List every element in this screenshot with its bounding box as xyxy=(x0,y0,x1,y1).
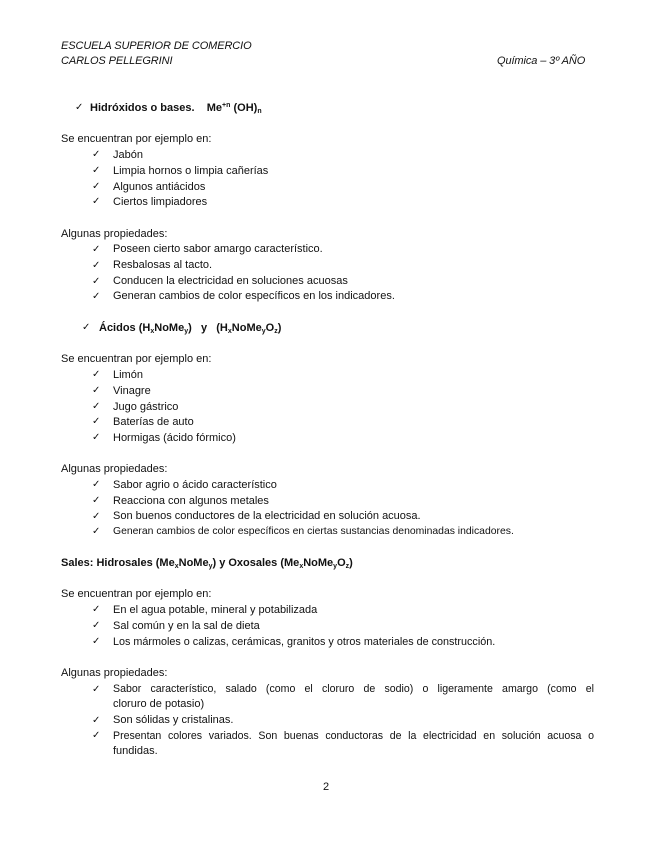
check-icon: ✓ xyxy=(92,291,101,302)
salts-examples-intro: Se encuentran por ejemplo en: xyxy=(61,588,212,600)
check-icon: ✓ xyxy=(92,416,101,427)
check-icon: ✓ xyxy=(92,526,101,537)
list-item: Jugo gástrico xyxy=(113,401,179,413)
list-item: Conducen la electricidad en soluciones acuosas xyxy=(113,275,348,287)
check-icon: ✓ xyxy=(92,244,101,255)
salts-heading: Sales: Hidrosales $(Me_xNoMe_y)$ y Oxosales $(Me_xNoMe_yO_z)$ xyxy=(61,557,353,570)
check-icon: ✓ xyxy=(92,260,101,271)
list-item: Son buenos conductores de la electricidad en solución acuosa. xyxy=(113,510,421,522)
list-item: Hormigas (ácido fórmico) xyxy=(113,432,236,444)
acids-properties-intro: Algunas propiedades: xyxy=(61,463,168,475)
list-item: Resbalosas al tacto. xyxy=(113,259,213,271)
check-icon: ✓ xyxy=(92,730,101,741)
acids-heading: Ácidos $(H_xNoMe_y)$ y $(H_xNoMe_yO_z)$ xyxy=(99,322,282,335)
list-item-continuation: cloruro de potasio) xyxy=(113,698,205,710)
list-item: Sabor característico, salado (como el cloruro de sodio) o ligeramente amargo (como el xyxy=(113,683,594,695)
check-icon: ✓ xyxy=(92,495,101,506)
list-item: Algunos antiácidos xyxy=(113,181,206,193)
list-item: Ciertos limpiadores xyxy=(113,196,208,208)
check-icon: ✓ xyxy=(82,322,91,333)
check-icon: ✓ xyxy=(92,511,101,522)
hydroxides-properties-intro: Algunas propiedades: xyxy=(61,228,168,240)
check-icon: ✓ xyxy=(92,196,101,207)
list-item: Los mármoles o calizas, cerámicas, granitos y otros materiales de construcción. xyxy=(113,636,496,648)
check-icon: ✓ xyxy=(75,102,84,113)
list-item: Sal común y en la sal de dieta xyxy=(113,620,260,632)
list-item: Presentan colores variados. Son buenas conductoras de la electricidad en solución acuosa o xyxy=(113,730,594,742)
check-icon: ✓ xyxy=(92,369,101,380)
check-icon: ✓ xyxy=(92,604,101,615)
check-icon: ✓ xyxy=(92,715,101,726)
acids-examples-intro: Se encuentran por ejemplo en: xyxy=(61,353,212,365)
list-item: Sabor agrio o ácido característico xyxy=(113,479,277,491)
check-icon: ✓ xyxy=(92,684,101,695)
check-icon: ✓ xyxy=(92,165,101,176)
list-item: Generan cambios de color específicos en los indicadores. xyxy=(113,290,395,302)
list-item: Limpia hornos o limpia cañerías xyxy=(113,165,269,177)
salts-properties-intro: Algunas propiedades: xyxy=(61,667,168,679)
check-icon: ✓ xyxy=(92,149,101,160)
page-number: 2 xyxy=(323,781,330,793)
list-item: Poseen cierto sabor amargo característico. xyxy=(113,243,323,255)
hydroxides-heading: Hidróxidos o bases. $Me^{+n}$ $(OH)_n$ xyxy=(90,102,262,115)
subject-label: Química – 3º AÑO xyxy=(497,55,586,67)
check-icon: ✓ xyxy=(92,620,101,631)
check-icon: ✓ xyxy=(92,385,101,396)
list-item: Vinagre xyxy=(113,385,151,397)
list-item: Generan cambios de color específicos en ciertas sustancias denominadas indicadores. xyxy=(113,526,514,537)
check-icon: ✓ xyxy=(92,401,101,412)
check-icon: ✓ xyxy=(92,636,101,647)
school-name-line1: ESCUELA SUPERIOR DE COMERCIO xyxy=(61,40,252,52)
check-icon: ✓ xyxy=(92,432,101,443)
list-item: Reacciona con algunos metales xyxy=(113,495,269,507)
check-icon: ✓ xyxy=(92,276,101,287)
list-item-continuation: fundidas. xyxy=(113,745,158,757)
hydroxides-examples-intro: Se encuentran por ejemplo en: xyxy=(61,133,212,145)
list-item: Limón xyxy=(113,369,143,381)
list-item: Son sólidas y cristalinas. xyxy=(113,714,234,726)
list-item: En el agua potable, mineral y potabilizada xyxy=(113,604,318,616)
check-icon: ✓ xyxy=(92,181,101,192)
school-name-line2: CARLOS PELLEGRINI xyxy=(61,55,173,67)
list-item: Baterías de auto xyxy=(113,416,194,428)
check-icon: ✓ xyxy=(92,479,101,490)
list-item: Jabón xyxy=(113,149,143,161)
